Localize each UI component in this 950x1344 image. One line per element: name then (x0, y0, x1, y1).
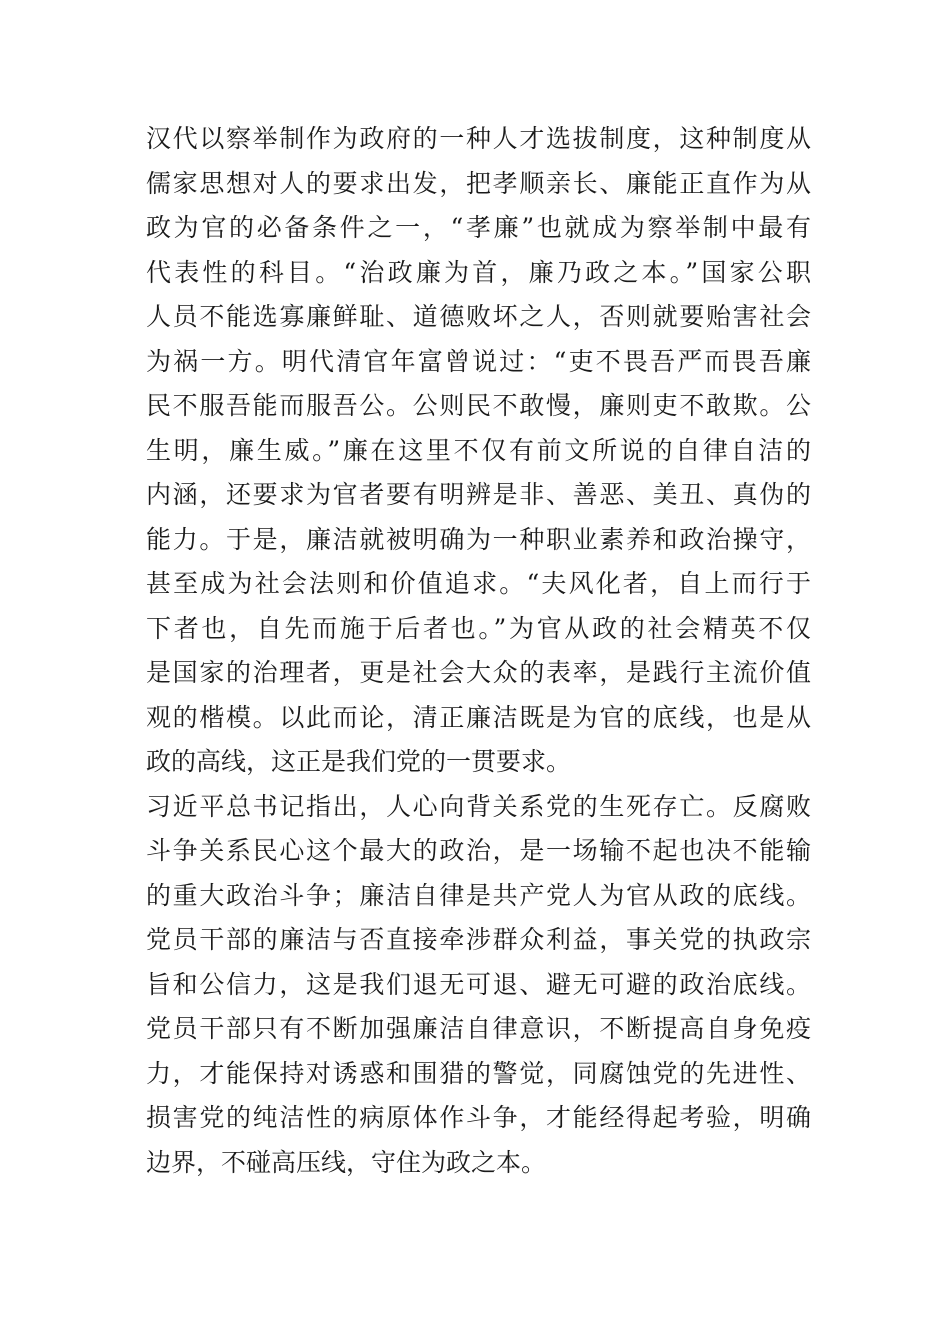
text-line: 汉代以察举制作为政府的一种人才选拔制度，这种制度从 (146, 124, 811, 153)
text-line: 能力。于是，廉洁就被明确为一种职业素养和政治操守， (146, 524, 811, 554)
text-line: 力，才能保持对诱惑和围猎的警觉，同腐蚀党的先进性、 (146, 1058, 811, 1088)
text-line: 甚至成为社会法则和价值追求。“夫风化者，自上而行于 (146, 569, 811, 598)
text-line: 的重大政治斗争；廉洁自律是共产党人为官从政的底线。 (146, 880, 811, 910)
text-line: 民不服吾能而服吾公。公则民不敢慢，廉则吏不敢欺。公 (146, 391, 811, 420)
text-line: 党员干部的廉洁与否直接牵涉群众利益，事关党的执政宗 (146, 925, 811, 954)
text-line: 习近平总书记指出，人心向背关系党的生死存亡。反腐败 (146, 791, 811, 821)
text-line: 代表性的科目。“治政廉为首，廉乃政之本。”国家公职 (146, 257, 811, 287)
text-line: 旨和公信力，这是我们退无可退、避无可避的政治底线。 (146, 969, 811, 999)
text-line: 内涵，还要求为官者要有明辨是非、善恶、美丑、真伪的 (146, 480, 811, 509)
text-line: 政的高线，这正是我们党的一贯要求。 (146, 747, 572, 776)
document-body (146, 117, 811, 1185)
text-line: 边界，不碰高压线，守住为政之本。 (146, 1147, 547, 1177)
text-line: 为祸一方。明代清官年富曾说过：“吏不畏吾严而畏吾廉 (146, 346, 811, 376)
text-line: 儒家思想对人的要求出发，把孝顺亲长、廉能正直作为从 (146, 168, 811, 198)
text-line: 斗争关系民心这个最大的政治，是一场输不起也决不能输 (146, 836, 811, 865)
text-line: 是国家的治理者，更是社会大众的表率，是践行主流价值 (146, 658, 811, 687)
text-line: 党员干部只有不断加强廉洁自律意识，不断提高自身免疫 (146, 1014, 811, 1043)
text-line: 人员不能选寡廉鲜耻、道德败坏之人，否则就要贻害社会 (146, 302, 811, 331)
paragraph-2 (146, 785, 811, 1186)
paragraph-1 (146, 117, 811, 785)
text-line: 政为官的必备条件之一，“孝廉”也就成为察举制中最有 (146, 213, 811, 242)
text-line: 观的楷模。以此而论，清正廉洁既是为官的底线，也是从 (146, 702, 811, 732)
text-line: 损害党的纯洁性的病原体作斗争，才能经得起考验，明确 (146, 1103, 811, 1132)
text-line: 生明，廉生威。”廉在这里不仅有前文所说的自律自洁的 (146, 435, 811, 465)
text-line: 下者也，自先而施于后者也。”为官从政的社会精英不仅 (146, 613, 811, 643)
